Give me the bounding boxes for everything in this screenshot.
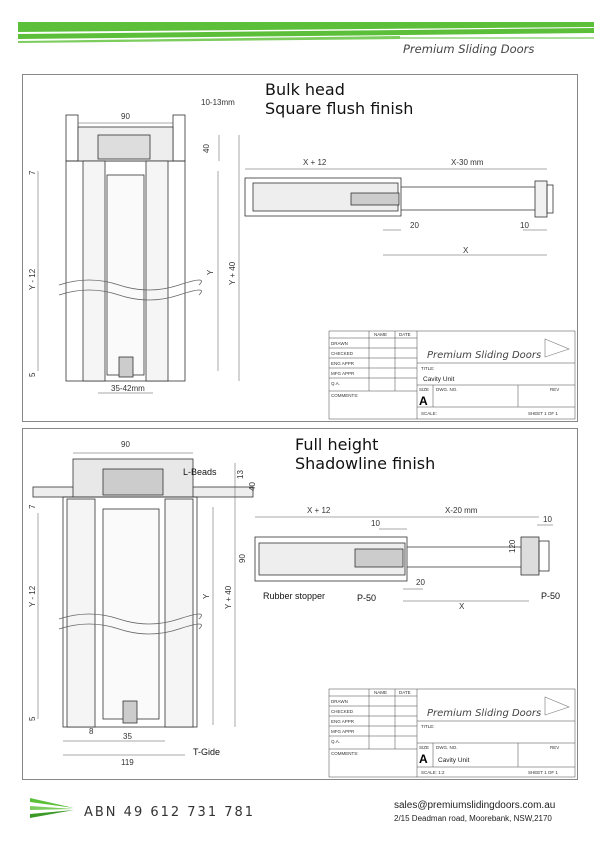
dim-bot-35: 35 bbox=[123, 732, 132, 741]
fullheight-title-line2: Shadowline finish bbox=[295, 454, 436, 473]
footer-address: 2/15 Deadman road, Moorebank, NSW,2170 bbox=[394, 814, 552, 823]
tb-bot-title-value: Cavity Unit bbox=[438, 757, 470, 764]
dim-bot-90: 90 bbox=[121, 440, 130, 449]
label-lbeads: L-Beads bbox=[183, 467, 217, 477]
dim-top-7: 7 bbox=[28, 170, 37, 175]
bulkhead-title-line1: Bulk head bbox=[265, 80, 345, 99]
header-stripes bbox=[0, 0, 600, 70]
dim-bot-20: 20 bbox=[416, 578, 425, 587]
dim-top-x: X bbox=[463, 246, 469, 255]
dim-top-bottom: 35-42mm bbox=[111, 384, 145, 393]
dim-bot-120: 120 bbox=[508, 539, 517, 553]
dim-top-90: 90 bbox=[121, 112, 130, 121]
tb-bot-size-value: A bbox=[419, 752, 428, 766]
tb-top-size-label: SIZE bbox=[419, 387, 430, 392]
tb-bot-size-label: SIZE bbox=[419, 745, 430, 750]
dim-top-x30: X-30 mm bbox=[451, 158, 484, 167]
dim-bot-10b: 10 bbox=[543, 515, 552, 524]
tb-top-row1: CHECKED bbox=[331, 351, 354, 356]
dim-top-y40: Y + 40 bbox=[228, 261, 237, 285]
footer-logo-icon bbox=[28, 794, 78, 824]
tb-bot-row2: ENG APPR bbox=[331, 719, 355, 724]
footer-email[interactable]: sales@premiumslidingdoors.com.au bbox=[394, 800, 556, 811]
tb-bot-title-label: TITLE: bbox=[421, 724, 435, 729]
fullheight-drawing bbox=[23, 429, 577, 779]
dim-bot-40: 40 bbox=[248, 482, 257, 491]
dim-bot-90v: 90 bbox=[238, 554, 247, 563]
tb-bot-logo-icon bbox=[545, 697, 569, 715]
tb-top-rev-label: REV bbox=[550, 387, 560, 392]
dim-top-y: Y bbox=[206, 269, 215, 275]
dim-bot-y40: Y + 40 bbox=[224, 585, 233, 609]
bulkhead-title-line2: Square flush finish bbox=[265, 99, 414, 118]
dim-bot-13: 13 bbox=[236, 470, 245, 479]
panel-bulkhead bbox=[22, 74, 578, 422]
dim-top-5: 5 bbox=[28, 372, 37, 377]
tb-bot-scale-label: SCALE: 1:2 bbox=[421, 770, 445, 775]
tb-bot-row3: MFG APPR bbox=[331, 729, 355, 734]
tb-top-row5: COMMENTS: bbox=[331, 393, 359, 398]
tb-top-row0: DRAWN bbox=[331, 341, 348, 346]
tb-top-title-label: TITLE: bbox=[421, 366, 435, 371]
fullheight-title-line1: Full height bbox=[295, 435, 379, 454]
footer-abn: ABN 49 612 731 781 bbox=[84, 805, 256, 820]
label-rubber-stopper: Rubber stopper bbox=[263, 591, 326, 601]
tb-top-title-value: Cavity Unit bbox=[423, 376, 455, 383]
dim-top-10: 10 bbox=[520, 221, 529, 230]
dim-bot-119: 119 bbox=[121, 758, 134, 767]
tb-top-brand: Premium Sliding Doors bbox=[427, 350, 542, 361]
tb-bot-brand: Premium Sliding Doors bbox=[427, 708, 542, 719]
tb-top-size-value: A bbox=[419, 394, 428, 408]
tb-top-logo-icon bbox=[545, 339, 569, 357]
tb-top-row3: MFG APPR bbox=[331, 371, 355, 376]
tb-bot-row4: Q.A. bbox=[331, 739, 341, 744]
dim-bot-8: 8 bbox=[89, 727, 94, 736]
panel-fullheight bbox=[22, 428, 578, 780]
dim-bot-10a: 10 bbox=[371, 519, 380, 528]
tb-top-date: DATE bbox=[399, 332, 411, 337]
bulkhead-drawing bbox=[23, 75, 577, 421]
tb-bot-name: NAME bbox=[374, 690, 388, 695]
label-p50-left: P-50 bbox=[357, 593, 377, 603]
tb-bot-sheet-label: SHEET 1 OF 1 bbox=[528, 770, 558, 775]
dim-bot-x12: X + 12 bbox=[307, 506, 331, 515]
tb-top-scale-label: SCALE: bbox=[421, 411, 438, 416]
dim-bot-5: 5 bbox=[28, 716, 37, 721]
tb-top-row4: Q.A. bbox=[331, 381, 341, 386]
dim-bot-y: Y bbox=[202, 593, 211, 599]
dim-top-y12: Y - 12 bbox=[28, 268, 37, 290]
header-brand: Premium Sliding Doors bbox=[403, 42, 535, 56]
dim-bot-x: X bbox=[459, 602, 465, 611]
dim-bot-y12: Y - 12 bbox=[28, 585, 37, 607]
tb-bot-row1: CHECKED bbox=[331, 709, 354, 714]
label-p50-right: P-50 bbox=[541, 591, 561, 601]
tb-top-row2: ENG APPR bbox=[331, 361, 355, 366]
dim-top-20: 20 bbox=[410, 221, 419, 230]
tb-top-name: NAME bbox=[374, 332, 388, 337]
tb-bot-row5: COMMENTS: bbox=[331, 751, 359, 756]
dim-top-x12: X + 12 bbox=[303, 158, 327, 167]
dim-bot-x20: X-20 mm bbox=[445, 506, 478, 515]
dim-top-40: 40 bbox=[202, 144, 211, 153]
tb-top-sheet-label: SHEET 1 OF 1 bbox=[528, 411, 558, 416]
label-tgide: T-Gide bbox=[193, 747, 221, 757]
dim-top-gap: 10-13mm bbox=[201, 98, 235, 107]
tb-bot-rev-label: REV bbox=[550, 745, 560, 750]
tb-bot-dwg-label: DWG. NO. bbox=[436, 745, 458, 750]
tb-bot-date: DATE bbox=[399, 690, 411, 695]
tb-top-dwg-label: DWG. NO. bbox=[436, 387, 458, 392]
dim-bot-7: 7 bbox=[28, 504, 37, 509]
tb-bot-row0: DRAWN bbox=[331, 699, 348, 704]
